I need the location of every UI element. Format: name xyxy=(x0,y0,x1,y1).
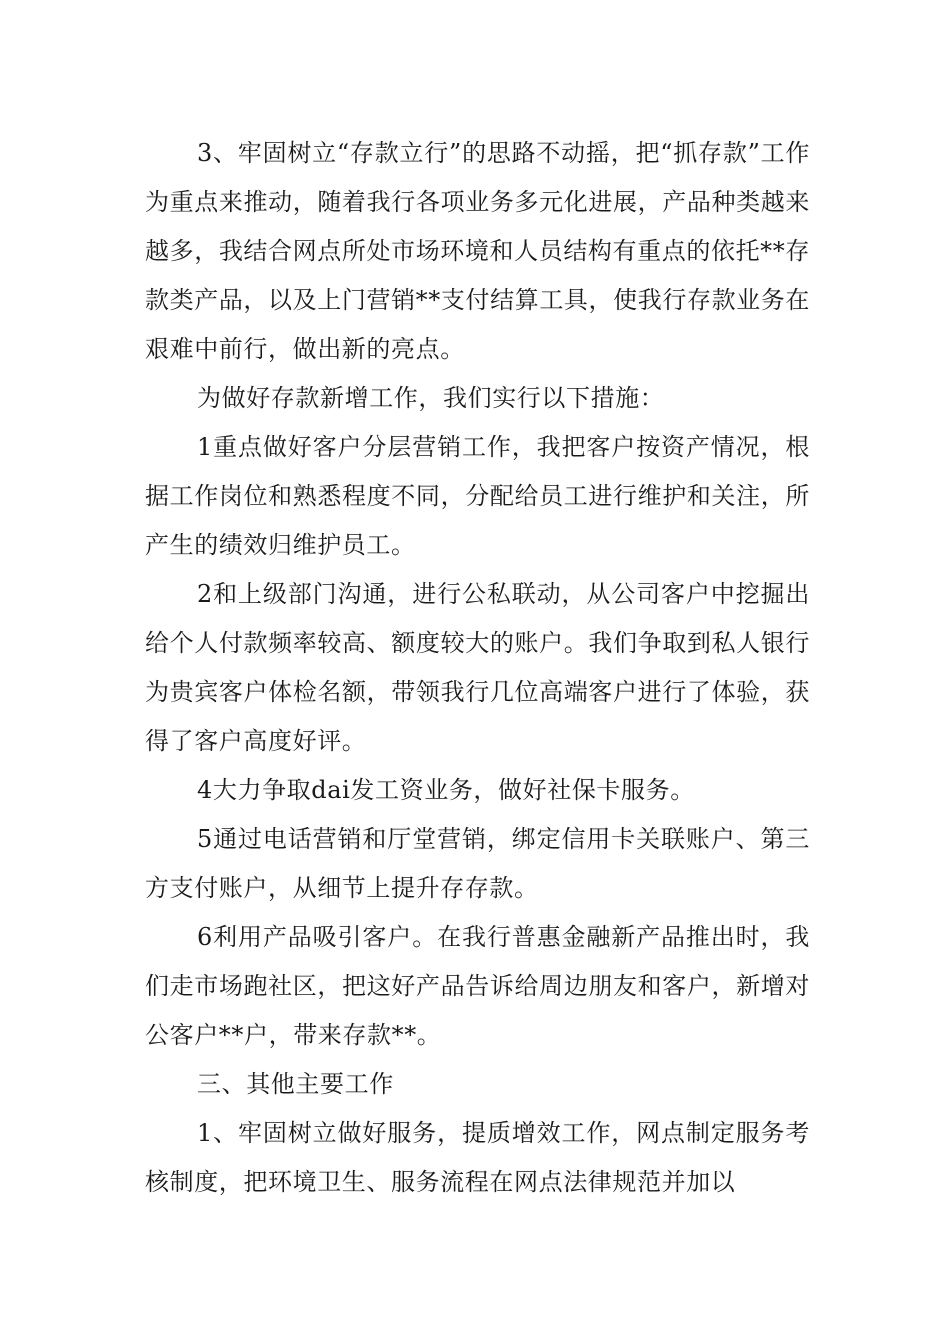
paragraph-measure-4: 4大力争取dai发工资业务，做好社保卡服务。 xyxy=(197,776,695,804)
document-body xyxy=(145,129,810,1207)
paragraph-measure-2: 2和上级部门沟通，进行公私联动，从公司客户中挖掘出给个人付款频率较高、额度较大的账户。我们争取到私人银行为贵宾客户体检名额，带领我行几位高端客户进行了体验，获得了客户高度好评。 xyxy=(145,580,810,755)
paragraph-measure-1: 1重点做好客户分层营销工作，我把客户按资产情况，根据工作岗位和熟悉程度不同，分配给员工进行维护和关注，所产生的绩效归维护员工。 xyxy=(145,433,810,559)
paragraph-deposit-strategy: 3、牢固树立“存款立行”的思路不动摇，把“抓存款”工作为重点来推动，随着我行各项业务多元化进展，产品种类越来越多，我结合网点所处市场环境和人员结构有重点的依托**存款类产品，以及上门营销**支付结算工具，使我行存款业务在艰难中前行，做出新的亮点。 xyxy=(145,139,810,363)
paragraph-measure-6: 6利用产品吸引客户。在我行普惠金融新产品推出时，我们走市场跑社区，把这好产品告诉给周边朋友和客户，新增对公客户**户，带来存款**。 xyxy=(145,923,810,1049)
section-heading-other-work: 三、其他主要工作 xyxy=(197,1070,394,1098)
paragraph-service-work: 1、牢固树立做好服务，提质增效工作，网点制定服务考核制度，把环境卫生、服务流程在网点法律规范并加以 xyxy=(145,1119,810,1196)
paragraph-measure-5: 5通过电话营销和厅堂营销，绑定信用卡关联账户、第三方支付账户，从细节上提升存存款。 xyxy=(145,825,810,902)
paragraph-measures-intro: 为做好存款新增工作，我们实行以下措施： xyxy=(197,384,665,412)
